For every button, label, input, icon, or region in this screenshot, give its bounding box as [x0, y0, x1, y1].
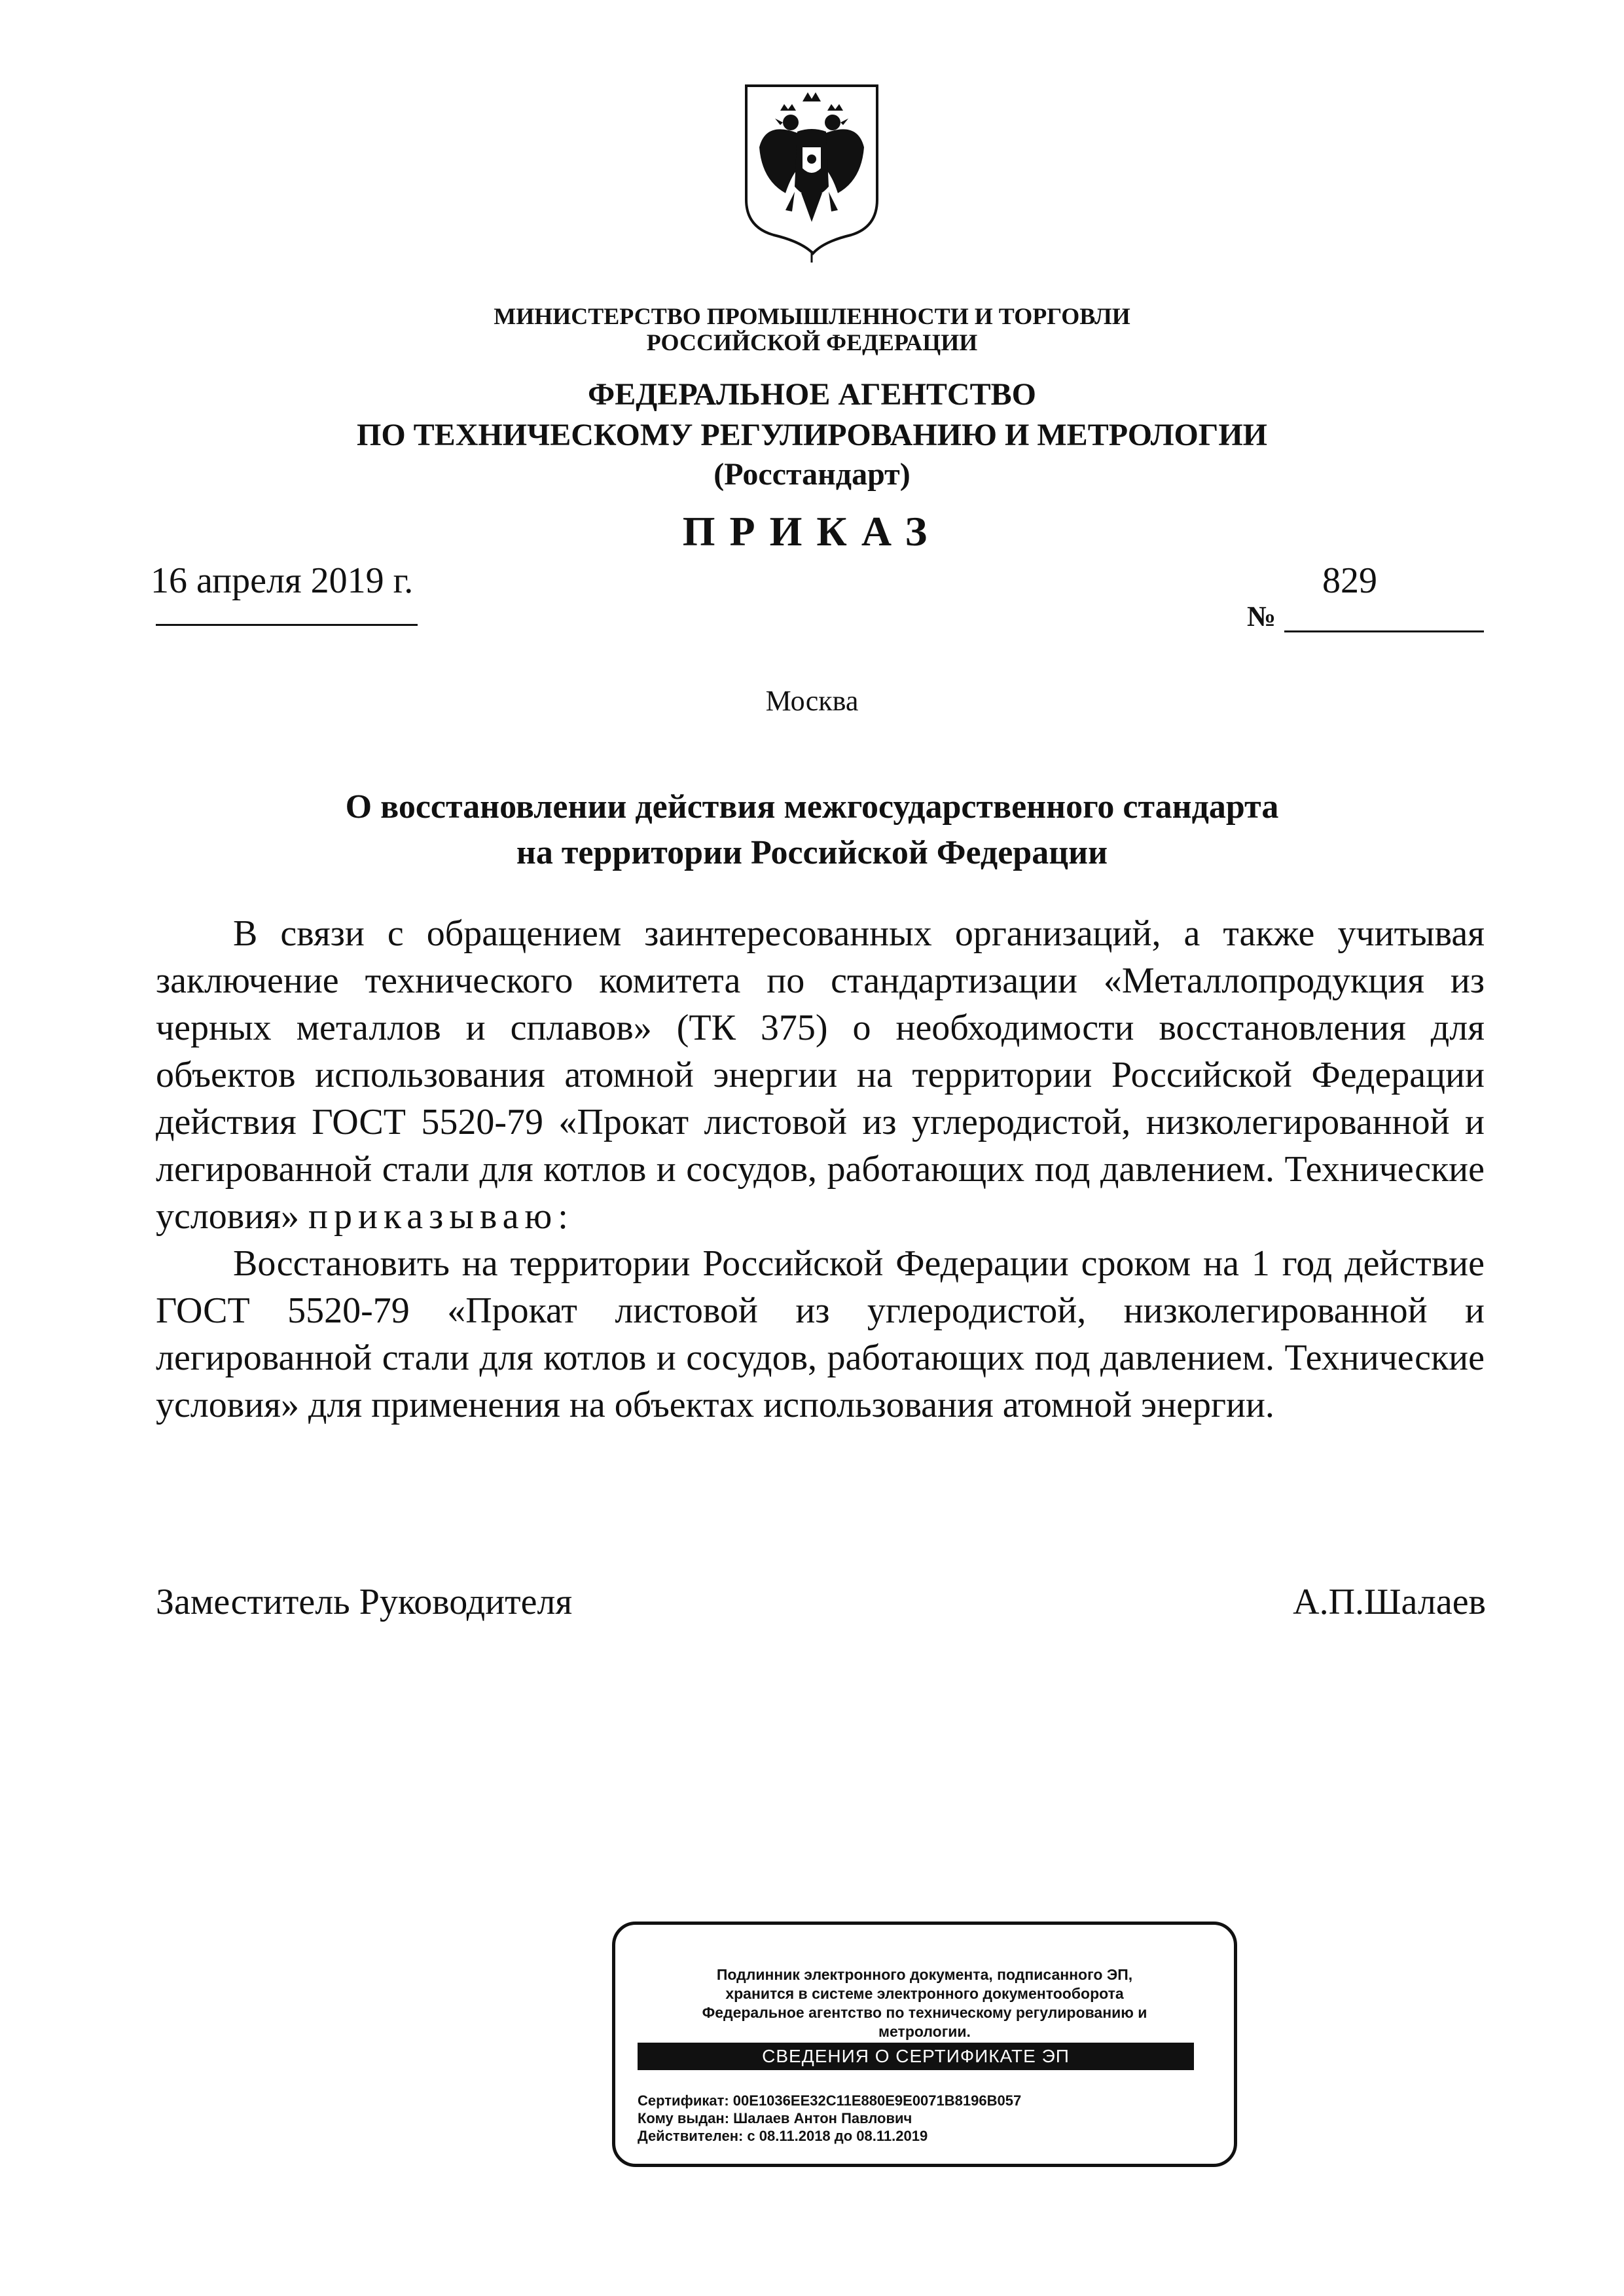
stamp-header — [615, 1965, 1234, 2041]
stamp-line-4: метрологии. — [878, 2023, 971, 2040]
order-number: 829 — [1322, 560, 1377, 601]
stamp-line-1: Подлинник электронного документа, подписанного ЭП, — [716, 1966, 1133, 1983]
electronic-signature-stamp — [612, 1922, 1237, 2167]
order-body — [156, 910, 1485, 1429]
stamp-line-2: хранится в системе электронного документооборота — [725, 1985, 1124, 2002]
body-paragraph-1 — [156, 910, 1485, 1240]
body-paragraph-2: Восстановить на территории Российской Федерации сроком на 1 год действие ГОСТ 5520-79 «Прокат листовой из углеродистой, низколегированной и легированной стали для котлов и сосудов, работающих под давлением. Технические условия» для применения на объектах использования атомной энергии. — [156, 1243, 1485, 1425]
agency-short-name: (Росстандарт) — [713, 457, 911, 492]
date-underline — [156, 624, 418, 626]
signatory-name: А.П.Шалаев — [1293, 1582, 1486, 1622]
document-type: ПРИКАЗ — [682, 508, 942, 555]
signatory-position: Заместитель Руководителя — [156, 1582, 573, 1622]
paragraph-1-text: В связи с обращением заинтересованных организаций, а также учитывая заключение технического комитета по стандартизации «Металлопродукция из черных металлов и сплавов» (ТК 375) о необходимости восстановления для объектов использования атомной энергии на территории Российской Федерации действия ГОСТ 5520-79 «Прокат листовой из углеродистой, низколегированной и легированной стали для котлов и сосудов, работающих под давлением. Технические условия» — [156, 913, 1485, 1237]
agency-name-line1: ФЕДЕРАЛЬНОЕ АГЕНТСТВО — [588, 377, 1036, 412]
order-date: 16 апреля 2019 г. — [151, 560, 414, 601]
coat-of-arms-emblem — [740, 82, 884, 265]
order-verb: приказываю: — [308, 1196, 574, 1237]
city: Москва — [765, 685, 859, 717]
ministry-name-line1: МИНИСТЕРСТВО ПРОМЫШЛЕННОСТИ И ТОРГОВЛИ — [494, 303, 1130, 329]
ministry-name-line2: РОССИЙСКОЙ ФЕДЕРАЦИИ — [646, 329, 978, 355]
certificate-validity: Действителен: с 08.11.2018 до 08.11.2019 — [638, 2128, 928, 2144]
stamp-line-3: Федеральное агентство по техническому регулированию и — [702, 2004, 1147, 2021]
certificate-owner: Кому выдан: Шалаев Антон Павлович — [638, 2110, 912, 2126]
certificate-info-bar: СВЕДЕНИЯ О СЕРТИФИКАТЕ ЭП — [638, 2043, 1194, 2070]
agency-name-line2: ПО ТЕХНИЧЕСКОМУ РЕГУЛИРОВАНИЮ И МЕТРОЛОГИИ — [356, 418, 1267, 452]
order-title-line1: О восстановлении действия межгосударственного стандарта — [345, 788, 1279, 826]
order-title-line2: на территории Российской Федерации — [516, 834, 1108, 871]
certificate-serial: Сертификат: 00E1036EE32C11E880E9E0071B8196B057 — [638, 2092, 1022, 2109]
number-underline — [1284, 630, 1484, 632]
number-sign: № — [1247, 600, 1276, 632]
certificate-details — [638, 2092, 1021, 2145]
